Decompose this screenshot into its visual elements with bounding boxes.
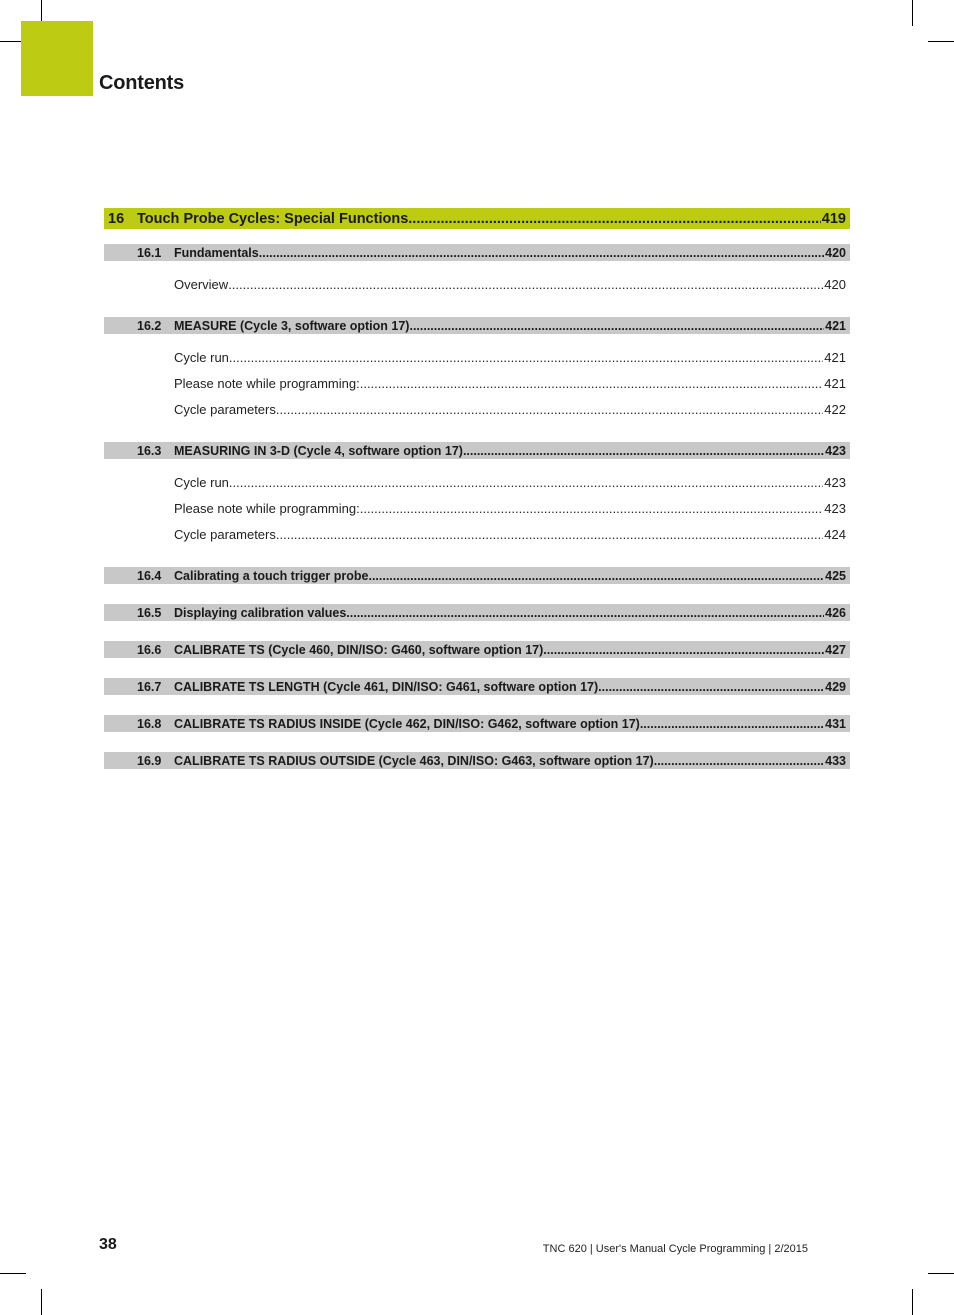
footer-text: TNC 620 | User's Manual Cycle Programming | 2/2015 bbox=[542, 1243, 808, 1255]
table-of-contents bbox=[104, 208, 850, 769]
toc-chapter-row[interactable] bbox=[104, 208, 850, 229]
leader-dots bbox=[654, 754, 824, 768]
section-page: 433 bbox=[825, 753, 846, 768]
entry-page: 423 bbox=[824, 500, 846, 516]
leader-dots bbox=[259, 246, 824, 260]
entry-page: 421 bbox=[824, 349, 846, 365]
section-number: 16.7 bbox=[137, 679, 162, 694]
leader-dots bbox=[463, 444, 824, 458]
section-page: 420 bbox=[825, 245, 846, 260]
toc-section-row[interactable] bbox=[104, 317, 850, 334]
leader-dots bbox=[360, 501, 824, 516]
section-title: MEASURING IN 3-D (Cycle 4, software option 17) bbox=[174, 443, 463, 458]
section-page: 423 bbox=[825, 443, 846, 458]
section-number: 16.2 bbox=[137, 318, 162, 333]
section-title: CALIBRATE TS LENGTH (Cycle 461, DIN/ISO: G461, software option 17) bbox=[174, 679, 599, 694]
section-title: Fundamentals bbox=[174, 245, 259, 260]
toc-entry-row[interactable] bbox=[104, 469, 850, 495]
section-number: 16.1 bbox=[137, 245, 162, 260]
section-title: CALIBRATE TS (Cycle 460, DIN/ISO: G460, software option 17) bbox=[174, 642, 544, 657]
toc-entry-row[interactable] bbox=[104, 370, 850, 396]
leader-dots bbox=[229, 475, 823, 490]
entry-page: 420 bbox=[824, 276, 846, 292]
toc-section-row[interactable] bbox=[104, 244, 850, 261]
toc-section-row[interactable] bbox=[104, 604, 850, 621]
leader-dots bbox=[276, 402, 823, 417]
toc-entry-row[interactable] bbox=[104, 521, 850, 547]
entry-title: Please note while programming: bbox=[174, 500, 360, 516]
leader-dots bbox=[276, 527, 823, 542]
toc-section-row[interactable] bbox=[104, 752, 850, 769]
section-title: CALIBRATE TS RADIUS INSIDE (Cycle 462, DIN/ISO: G462, software option 17) bbox=[174, 716, 640, 731]
page-number: 38 bbox=[99, 1236, 117, 1253]
toc-section-row[interactable] bbox=[104, 641, 850, 658]
toc-entry-row[interactable] bbox=[104, 495, 850, 521]
section-number: 16.6 bbox=[137, 642, 162, 657]
toc-entry-row[interactable] bbox=[104, 271, 850, 297]
leader-dots bbox=[228, 277, 823, 292]
entry-page: 423 bbox=[824, 474, 846, 490]
section-number: 16.3 bbox=[137, 443, 162, 458]
chapter-number: 16 bbox=[108, 210, 125, 227]
leader-dots bbox=[368, 569, 824, 583]
leader-dots bbox=[346, 606, 824, 620]
toc-section-row[interactable] bbox=[104, 715, 850, 732]
section-number: 16.9 bbox=[137, 753, 162, 768]
section-page: 431 bbox=[825, 716, 846, 731]
crop-mark bbox=[41, 1289, 42, 1315]
leader-dots bbox=[640, 717, 824, 731]
section-title: MEASURE (Cycle 3, software option 17) bbox=[174, 318, 410, 333]
leader-dots bbox=[543, 643, 824, 657]
entry-title: Please note while programming: bbox=[174, 375, 360, 391]
crop-mark bbox=[928, 1273, 954, 1274]
entry-page: 421 bbox=[824, 375, 846, 391]
leader-dots bbox=[409, 319, 824, 333]
leader-dots bbox=[408, 211, 821, 227]
entry-title: Cycle parameters bbox=[174, 526, 276, 542]
section-number: 16.8 bbox=[137, 716, 162, 731]
section-title: Calibrating a touch trigger probe bbox=[174, 568, 369, 583]
section-page: 427 bbox=[825, 642, 846, 657]
section-page: 429 bbox=[825, 679, 846, 694]
entry-title: Cycle run bbox=[174, 349, 229, 365]
toc-entry-row[interactable] bbox=[104, 344, 850, 370]
crop-mark bbox=[0, 1273, 26, 1274]
chapter-title: Touch Probe Cycles: Special Functions bbox=[137, 210, 409, 227]
accent-block bbox=[21, 21, 93, 96]
leader-dots bbox=[229, 350, 823, 365]
toc-entry-row[interactable] bbox=[104, 396, 850, 422]
entry-title: Overview bbox=[174, 276, 229, 292]
section-page: 426 bbox=[825, 605, 846, 620]
entry-title: Cycle parameters bbox=[174, 401, 276, 417]
entry-page: 424 bbox=[824, 526, 846, 542]
section-title: Displaying calibration values bbox=[174, 605, 347, 620]
section-number: 16.5 bbox=[137, 605, 162, 620]
toc-section-row[interactable] bbox=[104, 567, 850, 584]
leader-dots bbox=[598, 680, 824, 694]
crop-mark bbox=[912, 0, 913, 26]
crop-mark bbox=[912, 1289, 913, 1315]
toc-section-row[interactable] bbox=[104, 678, 850, 695]
section-page: 421 bbox=[825, 318, 846, 333]
toc-section-row[interactable] bbox=[104, 442, 850, 459]
section-title: CALIBRATE TS RADIUS OUTSIDE (Cycle 463, DIN/ISO: G463, software option 17) bbox=[174, 753, 654, 768]
chapter-page: 419 bbox=[821, 210, 846, 227]
entry-page: 422 bbox=[824, 401, 846, 417]
section-page: 425 bbox=[825, 568, 846, 583]
page-title: Contents bbox=[99, 72, 185, 94]
leader-dots bbox=[360, 376, 824, 391]
section-number: 16.4 bbox=[137, 568, 162, 583]
crop-mark bbox=[928, 41, 954, 42]
entry-title: Cycle run bbox=[174, 474, 229, 490]
